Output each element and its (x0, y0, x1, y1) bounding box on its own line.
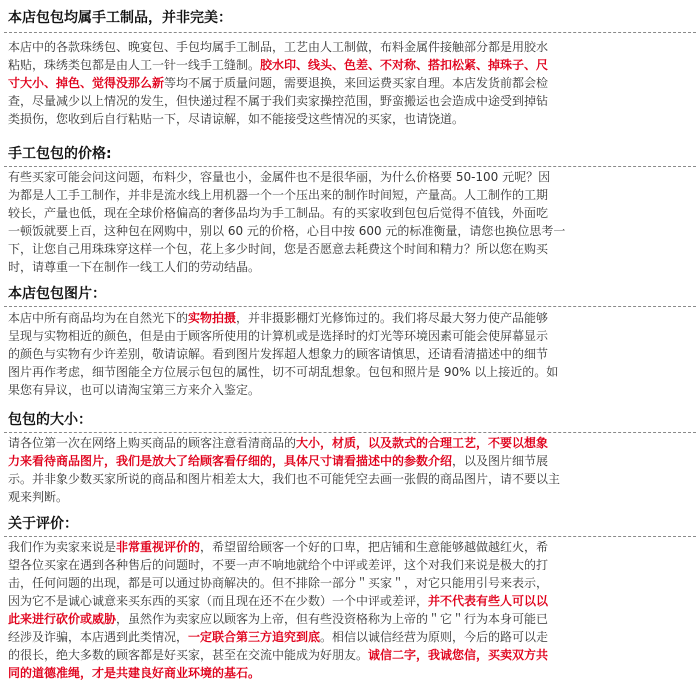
section-heading: 本店包包图片： (8, 286, 106, 302)
body-text: 等均不属于质量问题，需要退换，来回运费买家自理。本店发货前都会检 (164, 76, 549, 90)
body-text: 示。并非象少数买家所说的商品和图片相差太大，我们也不可能凭空去画一张假的商品图片，请不要以主 (8, 472, 561, 486)
section-reviews (0, 514, 700, 694)
body-text: 我们作为卖家来说是 (8, 540, 117, 554)
highlighted-text: 非常重视评价的 (116, 540, 201, 554)
paragraph-line (8, 574, 694, 592)
body-text: 时，请尊重一下在制作一线工人们的劳动结晶。 (8, 260, 261, 274)
paragraph-line (8, 240, 694, 258)
paragraph-line (8, 38, 694, 56)
body-text: 粘贴，珠绣类包都是由人工一针一线手工缝制。 (8, 58, 261, 72)
paragraph-line (8, 168, 694, 186)
body-text: 有些买家可能会问这问题，布料少，容量也小，金属件也不是很华丽，为什么价格要 50-100 元呢？因 (8, 170, 551, 184)
paragraph-line (8, 470, 694, 488)
highlighted-text: 诚信二字，我诚您信，买卖双方共 (368, 648, 549, 662)
paragraph-line (8, 186, 694, 204)
body-text: 呈现与实物相近的颜色，但是由于顾客所使用的计算机或是选择时的灯光等环境因素可能会使屏幕显示 (8, 329, 549, 343)
paragraph-line (8, 664, 694, 682)
body-text: 为都是人工手工制作，并非是流水线上用机器一个一个压出来的制作时间短，产量高。人工制作的工期 (8, 188, 549, 202)
highlighted-text: 寸大小、掉色、觉得没那么新 (8, 76, 165, 90)
section-heading: 关于评价： (8, 516, 78, 532)
paragraph-line (8, 345, 694, 363)
heading-divider (4, 306, 696, 307)
paragraph-line (8, 363, 694, 381)
body-text: 望各位买家在遇到各种售后的问题时，不要一声不响地就给个中评或差评，这个对我们来说是极大的打 (8, 558, 549, 572)
highlighted-text: 胶水印、线头、色差、不对称、搭扣松紧、掉珠子、尺 (260, 58, 549, 72)
body-text: 请各位第一次在网络上购买商品的顾客注意看清商品的 (8, 436, 297, 450)
highlighted-text: 大小，材质，以及款式的合理工艺，不要以想象 (296, 436, 549, 450)
section-body (8, 309, 694, 399)
section-size (0, 410, 700, 512)
paragraph-line (8, 488, 694, 506)
paragraph-line (8, 204, 694, 222)
body-text: 本店中所有商品均为在自然光下的 (8, 311, 189, 325)
paragraph-line (8, 309, 694, 327)
section-heading: 手工包包的价格: (8, 146, 112, 162)
paragraph-line (8, 110, 694, 128)
body-text: 因为它不是诚心诚意来买东西的买家（而且现在还不在少数）一个中评或差评， (8, 594, 429, 608)
paragraph-line (8, 74, 694, 92)
paragraph-line (8, 327, 694, 345)
paragraph-line (8, 610, 694, 628)
body-text: 经涉及诈骗，本店遇到此类情况， (8, 630, 189, 644)
section-body (8, 434, 694, 506)
paragraph-line (8, 628, 694, 646)
section-heading: 本店包包均属手工制品，并非完美： (8, 10, 232, 26)
body-text: 下，让您自己用珠珠穿这样一个包，花上多少时间，您是否愿意去耗费这个时间和精力？所以您在购买 (8, 242, 549, 256)
heading-divider (4, 166, 696, 167)
paragraph-line (8, 92, 694, 110)
paragraph-line (8, 646, 694, 664)
highlighted-text: 一定联合第三方追究到底 (188, 630, 321, 644)
body-text: 果您有异议，也可以请淘宝第三方来介入鉴定。 (8, 383, 261, 397)
paragraph-line (8, 258, 694, 276)
section-price (0, 144, 700, 284)
body-text: ，虽然作为卖家应以顾客为上帝，但有些没资格称为上帝的＂它＂行为本身可能已 (116, 612, 549, 626)
body-text: 观来判断。 (8, 490, 69, 504)
heading-divider (4, 432, 696, 433)
body-text: 的颜色与实物有少许差别，敬请谅解。看到图片发挥超人想象力的顾客请慎思，还请看清描述中的细节 (8, 347, 549, 361)
section-photos (0, 284, 700, 409)
paragraph-line (8, 381, 694, 399)
body-text: 查，尽量减少以上情况的发生，但快递过程不属于我们卖家操控范围，野蛮搬运也会造成中途受到掉钻 (8, 94, 549, 108)
section-handmade (0, 8, 700, 132)
body-text: ，希望留给顾客一个好的口卑，把店铺和生意能够越做越红火，希 (200, 540, 549, 554)
paragraph-line (8, 56, 694, 74)
highlighted-text: 并不代表有些人可以以 (428, 594, 549, 608)
heading-divider (4, 32, 696, 33)
body-text: 。相信以诚信经营为原则，今后的路可以走 (320, 630, 549, 644)
paragraph-line (8, 434, 694, 452)
section-body (8, 538, 694, 682)
section-body (8, 168, 694, 276)
body-text: ，以及图片细节展 (452, 454, 549, 468)
section-body (8, 38, 694, 128)
highlighted-text: 实物拍摄 (188, 311, 237, 325)
paragraph-line (8, 556, 694, 574)
body-text: 的很长，绝大多数的顾客都是好买家，甚至在交流中能成为好朋友。 (8, 648, 369, 662)
section-heading: 包包的大小： (8, 412, 92, 428)
highlighted-text: 力来看待商品图片，我们是放大了给顾客看仔细的，具体尺寸请看描述中的参数介绍 (8, 454, 453, 468)
body-text: 图片再作考虑，细节图能全方位展示包包的属性，切不可胡乱想象。包包和照片是 90% 以上接近的。如 (8, 365, 559, 379)
body-text: 击，任何问题的出现，都是可以通过协商解决的。但不排除一部分＂买家＂，对它只能用引号来表示， (8, 576, 549, 590)
body-text: ，并非摄影棚灯光修饰过的。我们将尽最大努力使产品能够 (236, 311, 549, 325)
highlighted-text: 此来进行砍价或威胁 (8, 612, 117, 626)
highlighted-text: 同的道德准绳，才是共建良好商业环境的基石。 (8, 666, 261, 680)
paragraph-line (8, 452, 694, 470)
body-text: 一顿饭就要上百，这种包在网购中，别以 60 元的价格，心目中按 600 元的标准衡量，请您也换位思考一 (8, 224, 566, 238)
paragraph-line (8, 592, 694, 610)
body-text: 本店中的各款珠绣包、晚宴包、手包均属手工制品，工艺由人工制做，布料金属件接触部分都是用胶水 (8, 40, 549, 54)
body-text: 较长，产量也低，现在全球价格偏高的奢侈品均为手工制品。有的买家收到包包后觉得不值钱，外面吃 (8, 206, 549, 220)
body-text: 类损伤，您收到后自行粘贴一下，尽请谅解，如不能接受这些情况的买家，也请饶道。 (8, 112, 465, 126)
paragraph-line (8, 538, 694, 556)
paragraph-line (8, 222, 694, 240)
heading-divider (4, 536, 696, 537)
